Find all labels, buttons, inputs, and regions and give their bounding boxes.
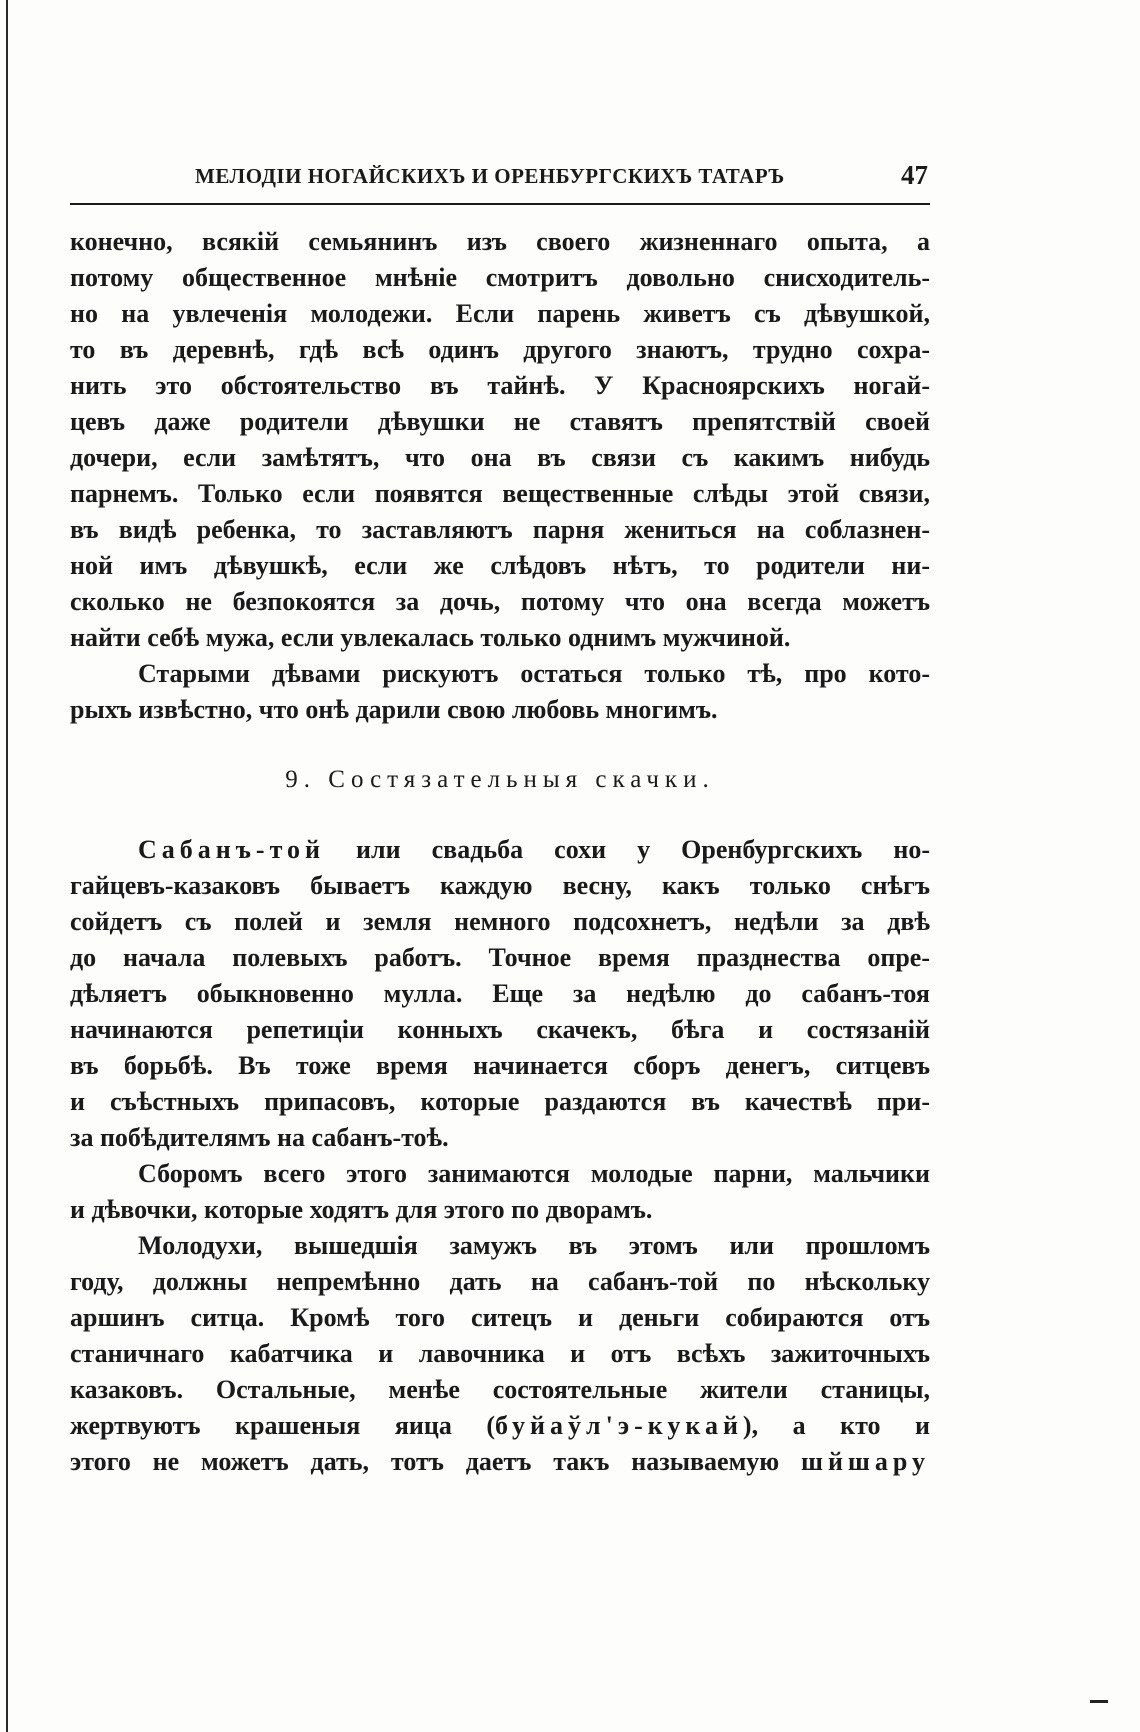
text-line: гайцевъ-казаковъ бываетъ каждую весну, какъ только снѣгъ xyxy=(70,871,930,900)
text-line: году, должны непремѣнно дать на сабанъ-той по нѣскольку xyxy=(70,1267,930,1296)
text-line: но на увлеченія молодежи. Если парень живетъ съ дѣвушкой, xyxy=(70,299,930,328)
text-line: и дѣвочки, которые ходятъ для этого по дворамъ. xyxy=(70,1195,653,1224)
spaced-term: шйшару xyxy=(801,1447,930,1476)
text-line: конечно, всякій семьянинъ изъ своего жизненнаго опыта, а xyxy=(70,227,930,256)
text-line: Старыми дѣвами рискуютъ остаться только тѣ, про кото- xyxy=(138,659,930,688)
text-line: потому общественное мнѣніе смотритъ довольно снисходитель- xyxy=(70,263,930,292)
text-line: казаковъ. Остальные, менѣе состоятельные жители станицы, xyxy=(70,1375,930,1404)
paragraph-2 xyxy=(70,656,930,728)
text-span: или свадьба сохи у Оренбургскихъ но- xyxy=(324,835,930,864)
text-line: за побѣдителямъ на сабанъ-тоѣ. xyxy=(70,1123,449,1152)
page-left-edge xyxy=(6,0,8,1732)
page-header xyxy=(70,160,930,200)
text-line: сколько не безпокоятся за дочь, потому что она всегда можетъ xyxy=(70,587,930,616)
text-line: рыхъ извѣстно, что онѣ дарили свою любовь многимъ. xyxy=(70,695,718,724)
spaced-term: Сабанъ-той xyxy=(138,835,325,864)
section-heading: 9. Состязательныя скачки. xyxy=(285,766,715,793)
text-line: Сборомъ всего этого занимаются молодые парни, мальчики xyxy=(138,1159,930,1188)
text-line: въ борьбѣ. Въ тоже время начинается сборъ денегъ, ситцевъ xyxy=(70,1051,930,1080)
text-line: дочери, если замѣтятъ, что она въ связи съ какимъ нибудь xyxy=(70,443,930,472)
text-line: то въ деревнѣ, гдѣ всѣ одинъ другого знаютъ, трудно сохра- xyxy=(70,335,930,364)
running-title: МЕЛОДІИ НОГАЙСКИХЪ И ОРЕНБУРГСКИХЪ ТАТАРЪ xyxy=(195,164,785,188)
text-span: этого не можетъ дать, тотъ даетъ такъ называемую xyxy=(70,1447,801,1476)
text-line xyxy=(70,832,930,868)
text-line: начинаются репетиціи конныхъ скачекъ, бѣга и состязаній xyxy=(70,1015,930,1044)
text-line xyxy=(70,1444,930,1480)
text-line: Молодухи, вышедшія замужъ въ этомъ или прошломъ xyxy=(138,1231,930,1260)
body-text xyxy=(70,224,930,1480)
text-span: жертвуютъ крашеныя яица ( xyxy=(70,1411,496,1440)
paragraph-3 xyxy=(70,832,930,1156)
text-line: станичнаго кабатчика и лавочника и отъ всѣхъ зажиточныхъ xyxy=(70,1339,930,1368)
page-number: 47 xyxy=(901,160,928,190)
paragraph-5 xyxy=(70,1228,930,1480)
text-line: и съѣстныхъ припасовъ, которые раздаются въ качествѣ при- xyxy=(70,1087,930,1116)
text-line: сойдетъ съ полей и земля немного подсохнетъ, недѣли за двѣ xyxy=(70,907,930,936)
spaced-term: буйаўл'э-кукай xyxy=(495,1411,743,1440)
text-line: въ видѣ ребенка, то заставляютъ парня жениться на соблазнен- xyxy=(70,515,930,544)
text-line: ной имъ дѣвушкѣ, если же слѣдовъ нѣтъ, то родители ни- xyxy=(70,551,930,580)
text-line: нить это обстоятельство въ тайнѣ. У Красноярскихъ ногай- xyxy=(70,371,930,400)
text-line: дѣляетъ обыкновенно мулла. Еще за недѣлю до сабанъ-тоя xyxy=(70,979,930,1008)
text-line: найти себѣ мужа, если увлекалась только однимъ мужчиной. xyxy=(70,623,791,652)
text-line: цевъ даже родители дѣвушки не ставятъ препятствій своей xyxy=(70,407,930,436)
text-line: до начала полевыхъ работъ. Точное время празднества опре- xyxy=(70,943,930,972)
text-line: аршинъ ситца. Кромѣ того ситецъ и деньги собираются отъ xyxy=(70,1303,930,1332)
header-rule xyxy=(70,203,930,205)
margin-mark xyxy=(1090,1700,1108,1703)
paragraph-1 xyxy=(70,224,930,656)
text-span: ), а кто и xyxy=(742,1411,930,1440)
text-line xyxy=(70,1408,930,1444)
text-line: парнемъ. Только если появятся вещественные слѣды этой связи, xyxy=(70,479,930,508)
paragraph-4 xyxy=(70,1156,930,1228)
